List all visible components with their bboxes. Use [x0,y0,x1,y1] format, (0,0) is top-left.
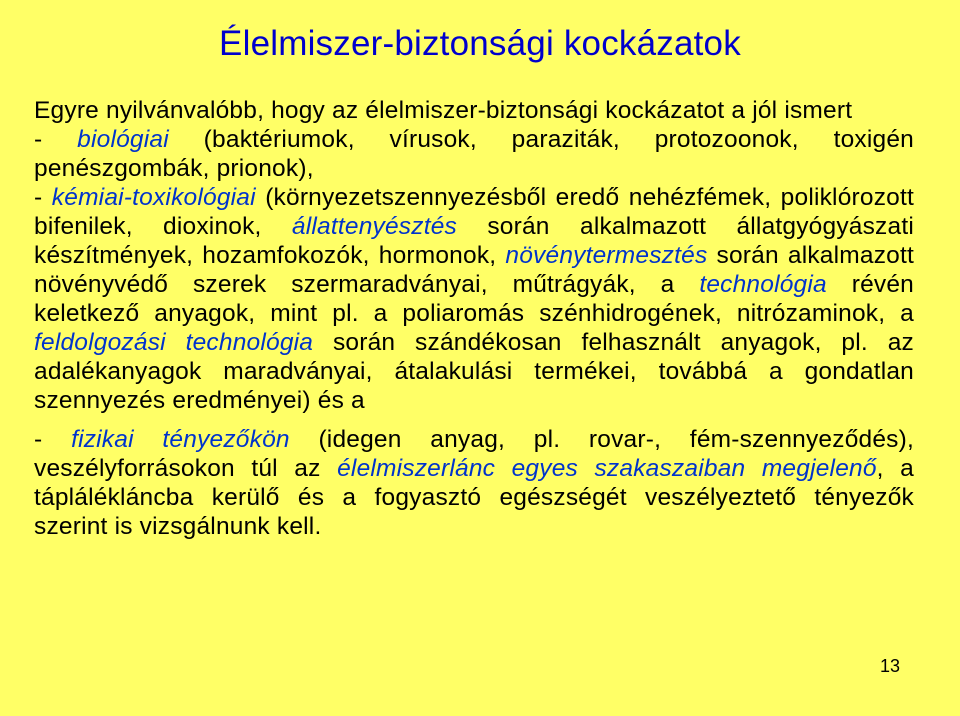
chemical-text-1: (környezetszennyezésből eredő nehézfémek, poliklórozott bifenilek, dioxinok, [34,184,914,240]
chemical-text-2: során alkalmazott állatgyógyászati készítmények, hozamfokozók, hormonok, [34,213,914,269]
physical-text-1: (idegen anyag, pl. rovar-, fém-szennyeződés), veszélyforrásokon túl az [34,426,915,482]
physical-term: fizikai tényezőkön [71,426,290,453]
chemical-risk-item [34,183,914,415]
list-dash: - [34,126,78,153]
list-dash: - [34,184,52,211]
biological-risk-item [34,125,914,183]
biological-term: biológiai [77,126,169,153]
chemical-term: kémiai-toxikológiai [51,184,256,211]
technology-term: technológia [699,271,827,298]
food-chain-term: élelmiszerlánc egyes szakaszaiban megjelenő [337,455,877,482]
processing-technology-term: feldolgozási technológia [34,329,314,356]
page-number: 13 [879,656,900,676]
intro-paragraph: Egyre nyilvánvalóbb, hogy az élelmiszer-biztonsági kockázatot a jól ismert [34,97,853,124]
crop-production-term: növénytermesztés [505,242,708,269]
slide-title: Élelmiszer-biztonsági kockázatok [219,24,741,63]
slide-body [34,96,914,541]
animal-husbandry-term: állattenyésztés [291,213,457,240]
physical-risk-item [34,425,914,541]
list-dash: - [34,426,72,453]
chemical-text-5: során szándékosan felhasznált anyagok, pl. az adalékanyagok maradványai, átalakulási termékei, továbbá a gondatlan szennyezés eredményei) és a [34,329,914,414]
physical-text-2: , a táplálékláncba kerülő és a fogyasztó egészségét veszélyeztető tényezők szerint is vizsgálnunk kell. [34,455,914,540]
chemical-text-4: révén keletkező anyagok, mint pl. a poliaromás szénhidrogének, nitrózaminok, a [34,271,914,327]
biological-text: (baktériumok, vírusok, paraziták, protozoonok, toxigén penészgombák, prionok), [34,126,914,182]
chemical-text-3: során alkalmazott növényvédő szerek szermaradványai, műtrágyák, a [34,242,914,298]
